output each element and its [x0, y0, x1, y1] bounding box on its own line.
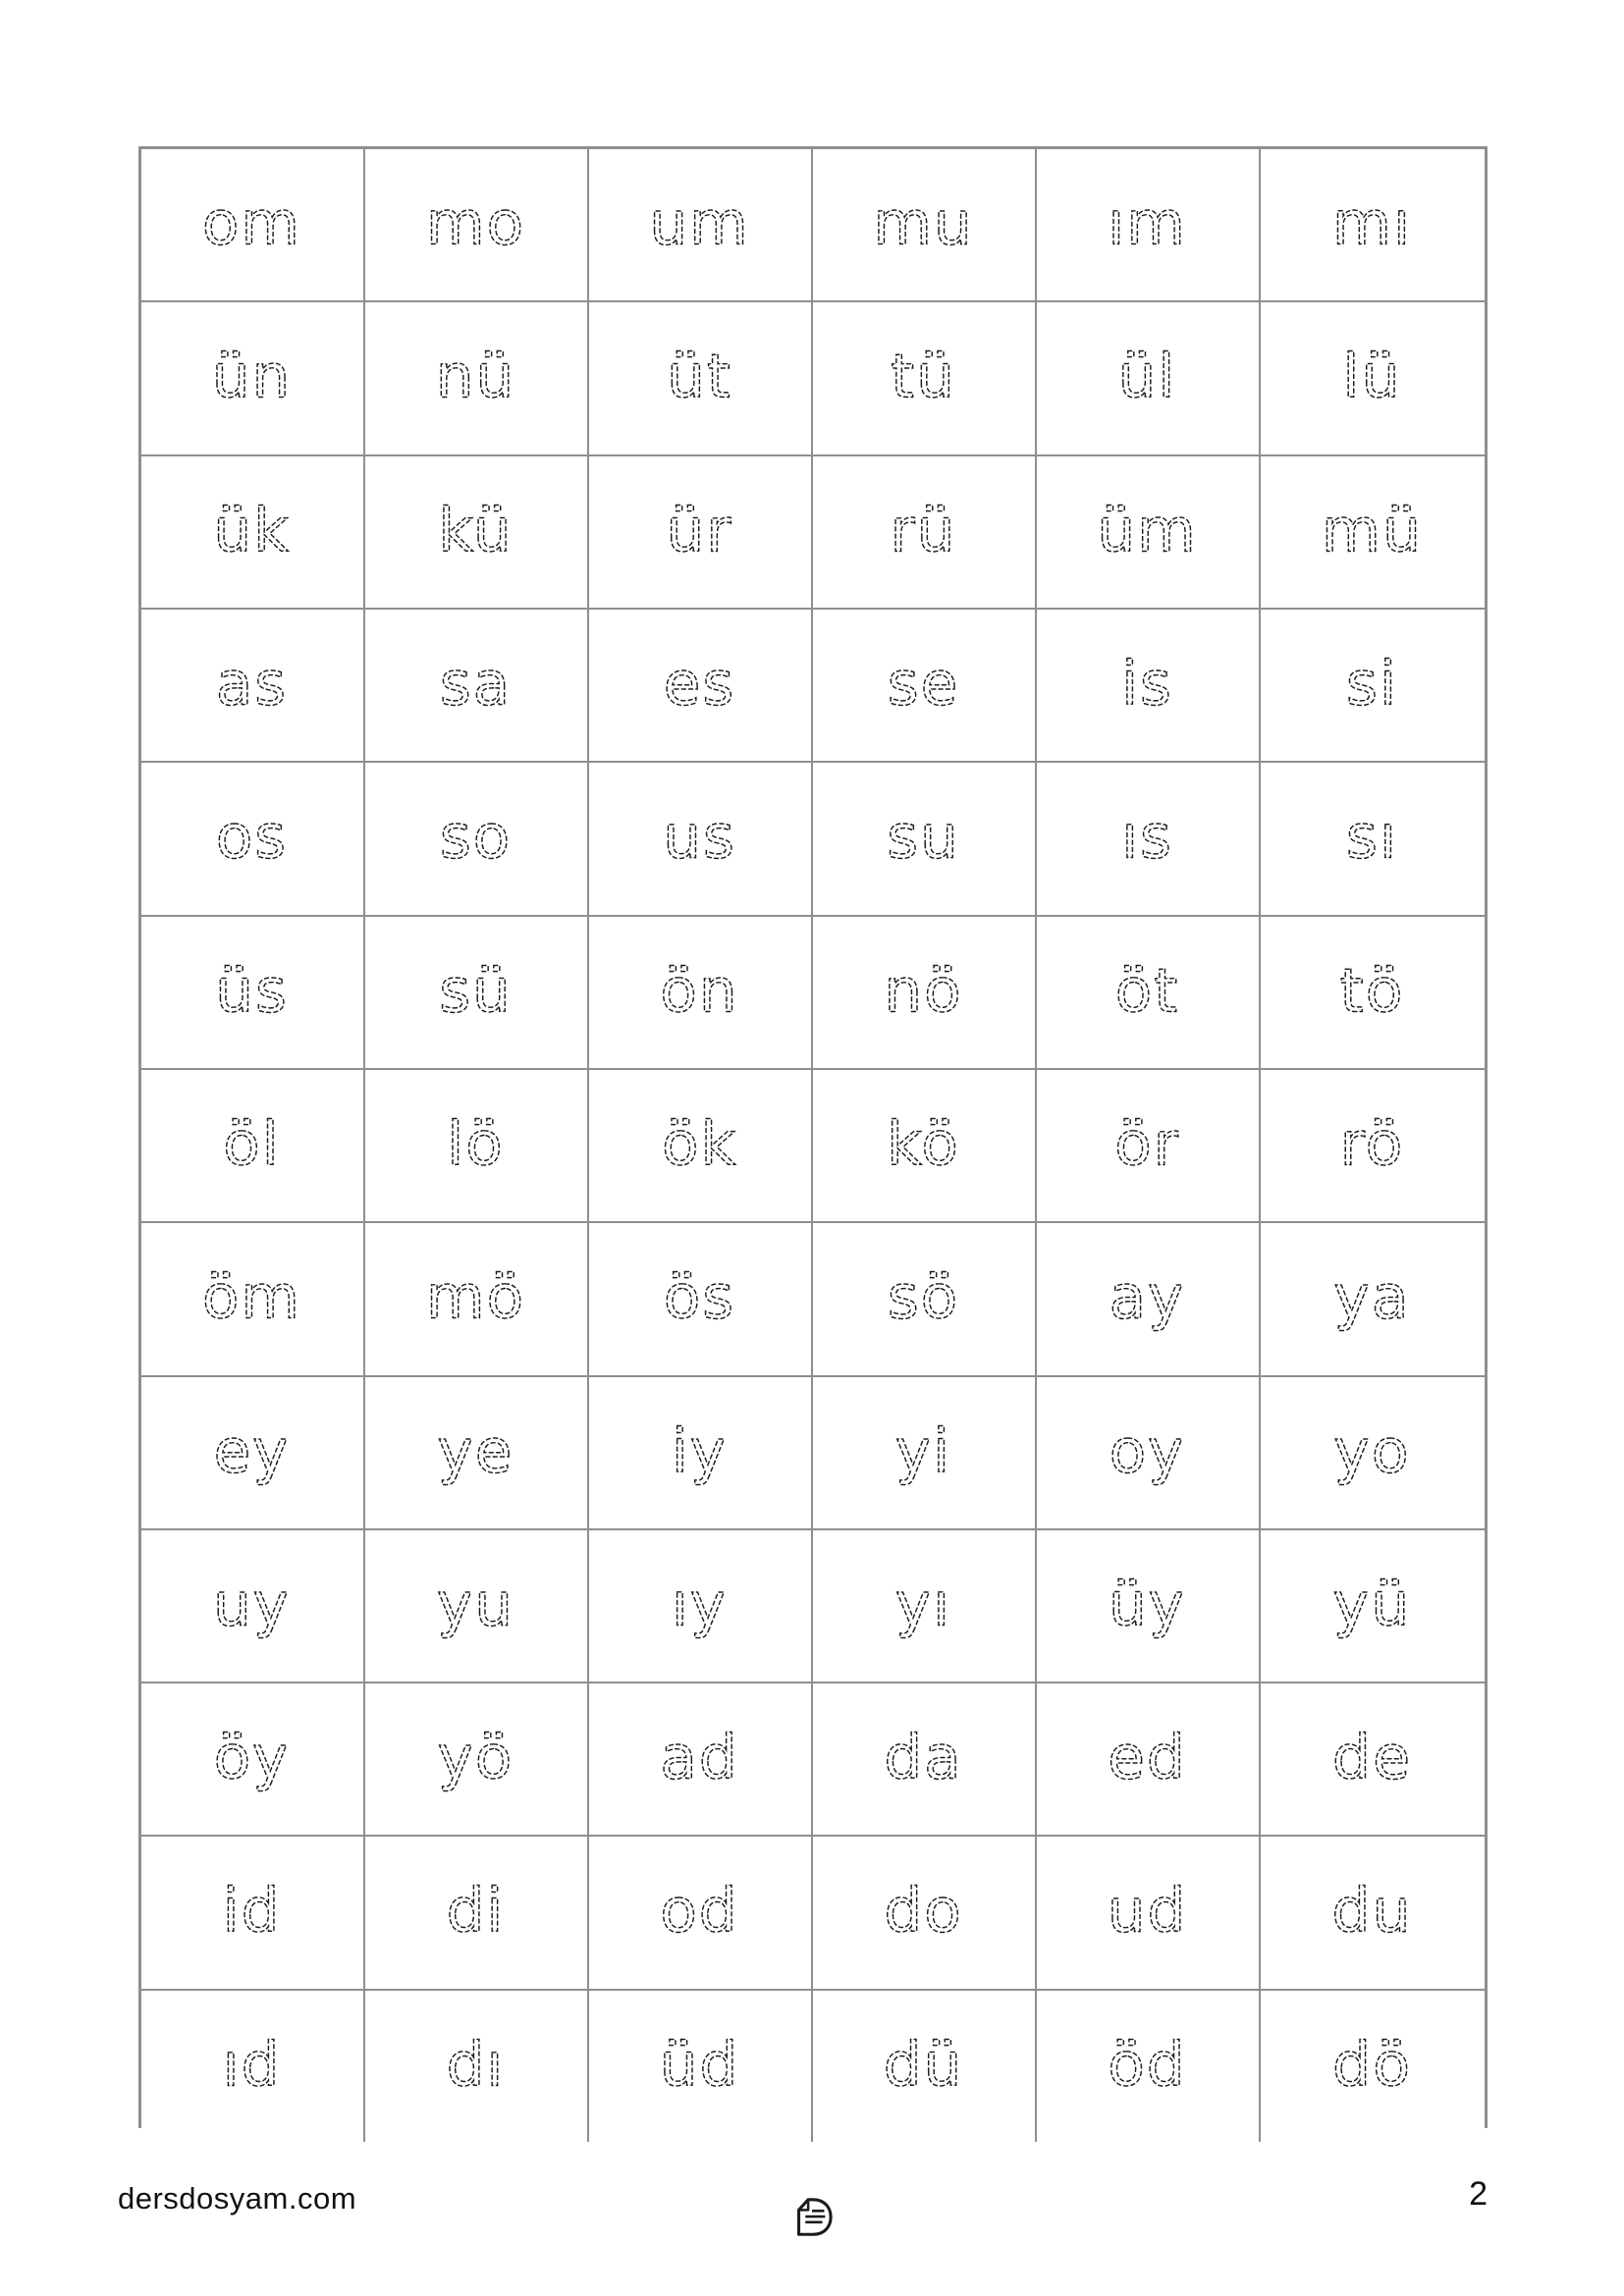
trace-cell — [365, 1683, 589, 1837]
trace-syllable: ud — [1107, 1876, 1188, 1947]
trace-cell — [813, 1070, 1037, 1223]
trace-cell — [589, 1070, 813, 1223]
trace-cell — [1261, 610, 1485, 763]
trace-cell — [141, 456, 365, 610]
trace-cell — [813, 1837, 1037, 1990]
trace-syllable: öt — [1114, 955, 1180, 1026]
trace-cell — [813, 763, 1037, 916]
trace-cell — [1037, 149, 1261, 302]
trace-syllable: oy — [1109, 1415, 1186, 1486]
trace-syllable: ye — [437, 1415, 514, 1486]
trace-cell — [1037, 1837, 1261, 1990]
trace-cell — [141, 1223, 365, 1376]
trace-syllable: öy — [213, 1723, 291, 1793]
trace-cell — [1261, 456, 1485, 610]
trace-syllable: so — [439, 802, 513, 873]
trace-cell — [589, 302, 813, 455]
trace-cell — [1261, 1070, 1485, 1223]
trace-cell — [365, 610, 589, 763]
trace-syllable: nü — [435, 342, 516, 412]
trace-syllable: sı — [1345, 801, 1399, 873]
trace-syllable: ük — [213, 496, 291, 566]
trace-syllable: su — [887, 802, 960, 873]
trace-syllable: rü — [890, 496, 957, 566]
trace-syllable: dı — [446, 2030, 506, 2101]
trace-syllable: ök — [662, 1109, 737, 1180]
trace-cell — [365, 1070, 589, 1223]
trace-cell — [813, 1530, 1037, 1683]
trace-cell — [141, 1683, 365, 1837]
trace-syllable: is — [1121, 649, 1173, 720]
trace-syllable: um — [649, 188, 750, 259]
trace-syllable: üs — [215, 955, 289, 1026]
trace-cell — [589, 1837, 813, 1990]
trace-syllable: yi — [894, 1415, 952, 1486]
trace-cell — [1261, 149, 1485, 302]
trace-syllable: lö — [447, 1109, 505, 1180]
trace-syllable: ös — [663, 1262, 736, 1333]
trace-syllable: id — [222, 1876, 282, 1947]
trace-syllable: yö — [437, 1723, 514, 1793]
trace-syllable: üm — [1097, 496, 1198, 566]
trace-syllable: lü — [1342, 341, 1402, 412]
trace-syllable: ül — [1117, 342, 1177, 412]
trace-cell — [141, 610, 365, 763]
trace-syllable: de — [1331, 1722, 1413, 1793]
trace-syllable: ım — [1108, 188, 1187, 259]
trace-cell — [813, 149, 1037, 302]
trace-syllable: tö — [1339, 955, 1405, 1027]
trace-syllable: ya — [1333, 1261, 1411, 1333]
trace-syllable: üy — [1109, 1570, 1186, 1640]
trace-cell — [1037, 1070, 1261, 1223]
trace-cell — [589, 1683, 813, 1837]
trace-cell — [1037, 1991, 1261, 2142]
trace-syllable: du — [1331, 1876, 1413, 1948]
trace-cell — [141, 1377, 365, 1530]
trace-syllable: si — [1345, 648, 1399, 720]
trace-cell — [365, 763, 589, 916]
trace-syllable: ıy — [671, 1570, 729, 1640]
trace-syllable: mı — [1331, 187, 1413, 259]
trace-cell — [141, 1530, 365, 1683]
trace-cell — [1261, 1837, 1485, 1990]
trace-syllable: om — [202, 188, 301, 259]
trace-cell — [589, 456, 813, 610]
trace-cell — [365, 1530, 589, 1683]
trace-cell — [589, 1377, 813, 1530]
trace-cell — [1261, 1991, 1485, 2142]
trace-syllable: kö — [887, 1109, 960, 1180]
trace-cell — [365, 1223, 589, 1376]
trace-cell — [365, 1377, 589, 1530]
trace-syllable: ıd — [222, 2030, 282, 2101]
trace-syllable: nö — [884, 955, 963, 1026]
trace-syllable: tü — [891, 342, 956, 412]
trace-cell — [365, 302, 589, 455]
trace-cell — [141, 1837, 365, 1990]
trace-cell — [1261, 1683, 1485, 1837]
trace-syllable: üd — [659, 2030, 740, 2101]
trace-syllable: mö — [426, 1262, 525, 1333]
trace-cell — [1037, 1530, 1261, 1683]
trace-syllable: mo — [426, 188, 525, 259]
trace-syllable: öl — [223, 1109, 281, 1180]
trace-syllable: iy — [671, 1415, 729, 1486]
trace-syllable: dö — [1332, 2029, 1412, 2101]
trace-cell — [141, 1070, 365, 1223]
trace-syllable: üt — [667, 342, 732, 412]
trace-syllable: dü — [883, 2030, 964, 2101]
trace-cell — [365, 917, 589, 1070]
trace-syllable: od — [660, 1876, 739, 1947]
trace-cell — [1037, 1377, 1261, 1530]
trace-syllable: kü — [438, 496, 514, 566]
trace-syllable: ay — [1109, 1262, 1186, 1333]
trace-cell — [813, 1223, 1037, 1376]
trace-syllable: ör — [1114, 1109, 1180, 1180]
trace-cell — [813, 610, 1037, 763]
trace-cell — [141, 149, 365, 302]
trace-cell — [365, 456, 589, 610]
trace-cell — [1261, 917, 1485, 1070]
trace-cell — [365, 1991, 589, 2142]
trace-syllable: di — [446, 1876, 506, 1947]
trace-syllable: mu — [873, 188, 974, 259]
trace-cell — [1037, 763, 1261, 916]
trace-syllable: se — [887, 649, 960, 720]
trace-syllable: ey — [213, 1415, 291, 1486]
trace-cell — [1261, 1377, 1485, 1530]
trace-cell — [813, 302, 1037, 455]
trace-syllable: sa — [439, 649, 513, 720]
trace-cell — [589, 763, 813, 916]
trace-cell — [813, 1683, 1037, 1837]
trace-cell — [1037, 1683, 1261, 1837]
trace-cell — [365, 1837, 589, 1990]
footer-website-text: dersdosyam.com — [118, 2181, 357, 2216]
trace-syllable: ür — [666, 496, 733, 566]
trace-cell — [813, 456, 1037, 610]
trace-cell — [813, 1991, 1037, 2142]
trace-cell — [141, 302, 365, 455]
trace-syllable: yı — [894, 1570, 952, 1640]
trace-cell — [1037, 1223, 1261, 1376]
trace-syllable: yü — [1332, 1569, 1412, 1640]
trace-syllable: uy — [213, 1570, 291, 1640]
page-number: 2 — [1469, 2175, 1488, 2213]
trace-syllable: yo — [1333, 1415, 1411, 1487]
trace-cell — [813, 1377, 1037, 1530]
trace-syllable: öd — [1108, 2030, 1187, 2101]
trace-cell — [1037, 456, 1261, 610]
trace-syllable: yu — [437, 1570, 514, 1640]
trace-cell — [589, 1991, 813, 2142]
trace-syllable: rö — [1339, 1108, 1405, 1180]
syllable-trace-table — [138, 146, 1488, 2128]
trace-syllable: sö — [887, 1262, 960, 1333]
trace-cell — [589, 1223, 813, 1376]
trace-cell — [589, 1530, 813, 1683]
trace-syllable: ad — [660, 1723, 739, 1793]
document-d-logo-icon — [788, 2195, 834, 2240]
trace-syllable: ün — [211, 342, 293, 412]
trace-syllable: ed — [1108, 1723, 1187, 1793]
trace-cell — [589, 610, 813, 763]
trace-cell — [1037, 917, 1261, 1070]
trace-cell — [589, 149, 813, 302]
trace-cell — [1037, 610, 1261, 763]
trace-syllable: mü — [1321, 495, 1424, 566]
trace-syllable: da — [884, 1723, 963, 1793]
trace-cell — [141, 917, 365, 1070]
trace-syllable: es — [663, 649, 736, 720]
trace-cell — [1037, 302, 1261, 455]
trace-syllable: as — [215, 649, 289, 720]
trace-syllable: do — [884, 1876, 963, 1947]
trace-syllable: ön — [660, 955, 739, 1026]
trace-cell — [1261, 1530, 1485, 1683]
trace-syllable: us — [663, 802, 736, 873]
trace-syllable: os — [215, 802, 289, 873]
trace-syllable: ıs — [1121, 802, 1173, 873]
trace-syllable: sü — [439, 955, 513, 1026]
trace-cell — [141, 1991, 365, 2142]
trace-cell — [365, 149, 589, 302]
trace-cell — [813, 917, 1037, 1070]
trace-cell — [589, 917, 813, 1070]
trace-cell — [1261, 763, 1485, 916]
trace-cell — [1261, 302, 1485, 455]
trace-syllable: öm — [202, 1262, 301, 1333]
trace-cell — [141, 763, 365, 916]
trace-cell — [1261, 1223, 1485, 1376]
